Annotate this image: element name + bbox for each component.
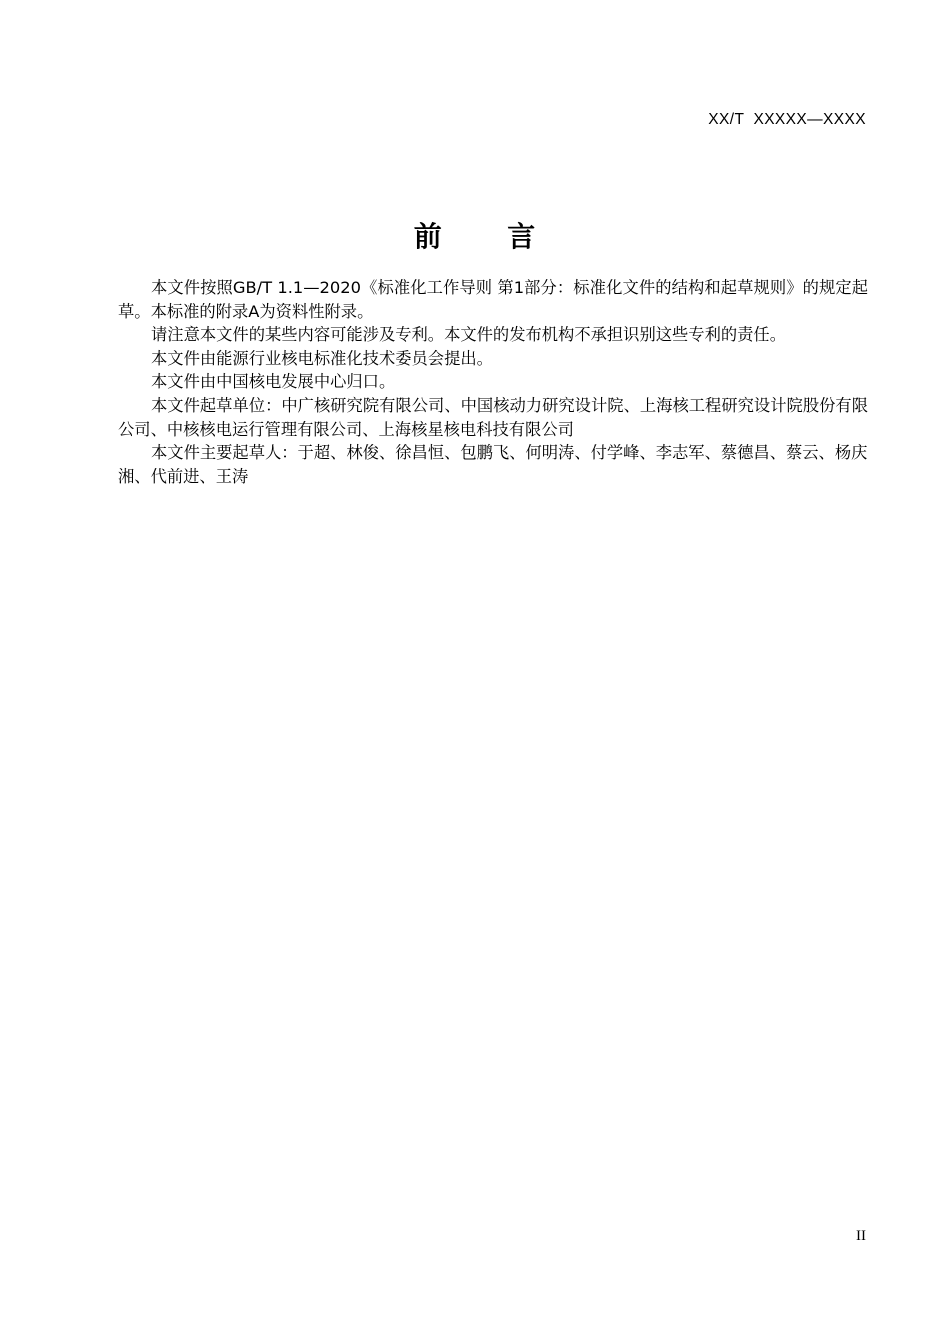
- footer-page-number: II: [856, 1228, 866, 1244]
- paragraph-drafting-organizations: 本文件起草单位：中广核研究院有限公司、中国核动力研究设计院、上海核工程研究设计院股份有限公司、中核核电运行管理有限公司、上海核星核电科技有限公司: [118, 395, 868, 439]
- paragraph-drafting-rules: 本文件按照GB/T 1.1—2020《标准化工作导则 第1部分：标准化文件的结构和起草规则》的规定起草。本标准的附录A为资料性附录。: [118, 278, 868, 321]
- running-header-standard-number: XX/T XXXXX—XXXX: [708, 111, 866, 128]
- page-title: 前 言: [413, 219, 537, 253]
- paragraph-proposed-by: 本文件由能源行业核电标准化技术委员会提出。: [151, 348, 493, 368]
- paragraph-principal-drafters: 本文件主要起草人：于超、林俊、徐昌恒、包鹏飞、何明涛、付学峰、李志军、蔡德昌、蔡云、杨庆湘、代前进、王涛: [118, 443, 868, 486]
- paragraph-administered-by: 本文件由中国核电发展中心归口。: [151, 372, 396, 392]
- foreword-body: [118, 276, 868, 488]
- paragraph-patent-notice: 请注意本文件的某些内容可能涉及专利。本文件的发布机构不承担识别这些专利的责任。: [151, 325, 786, 345]
